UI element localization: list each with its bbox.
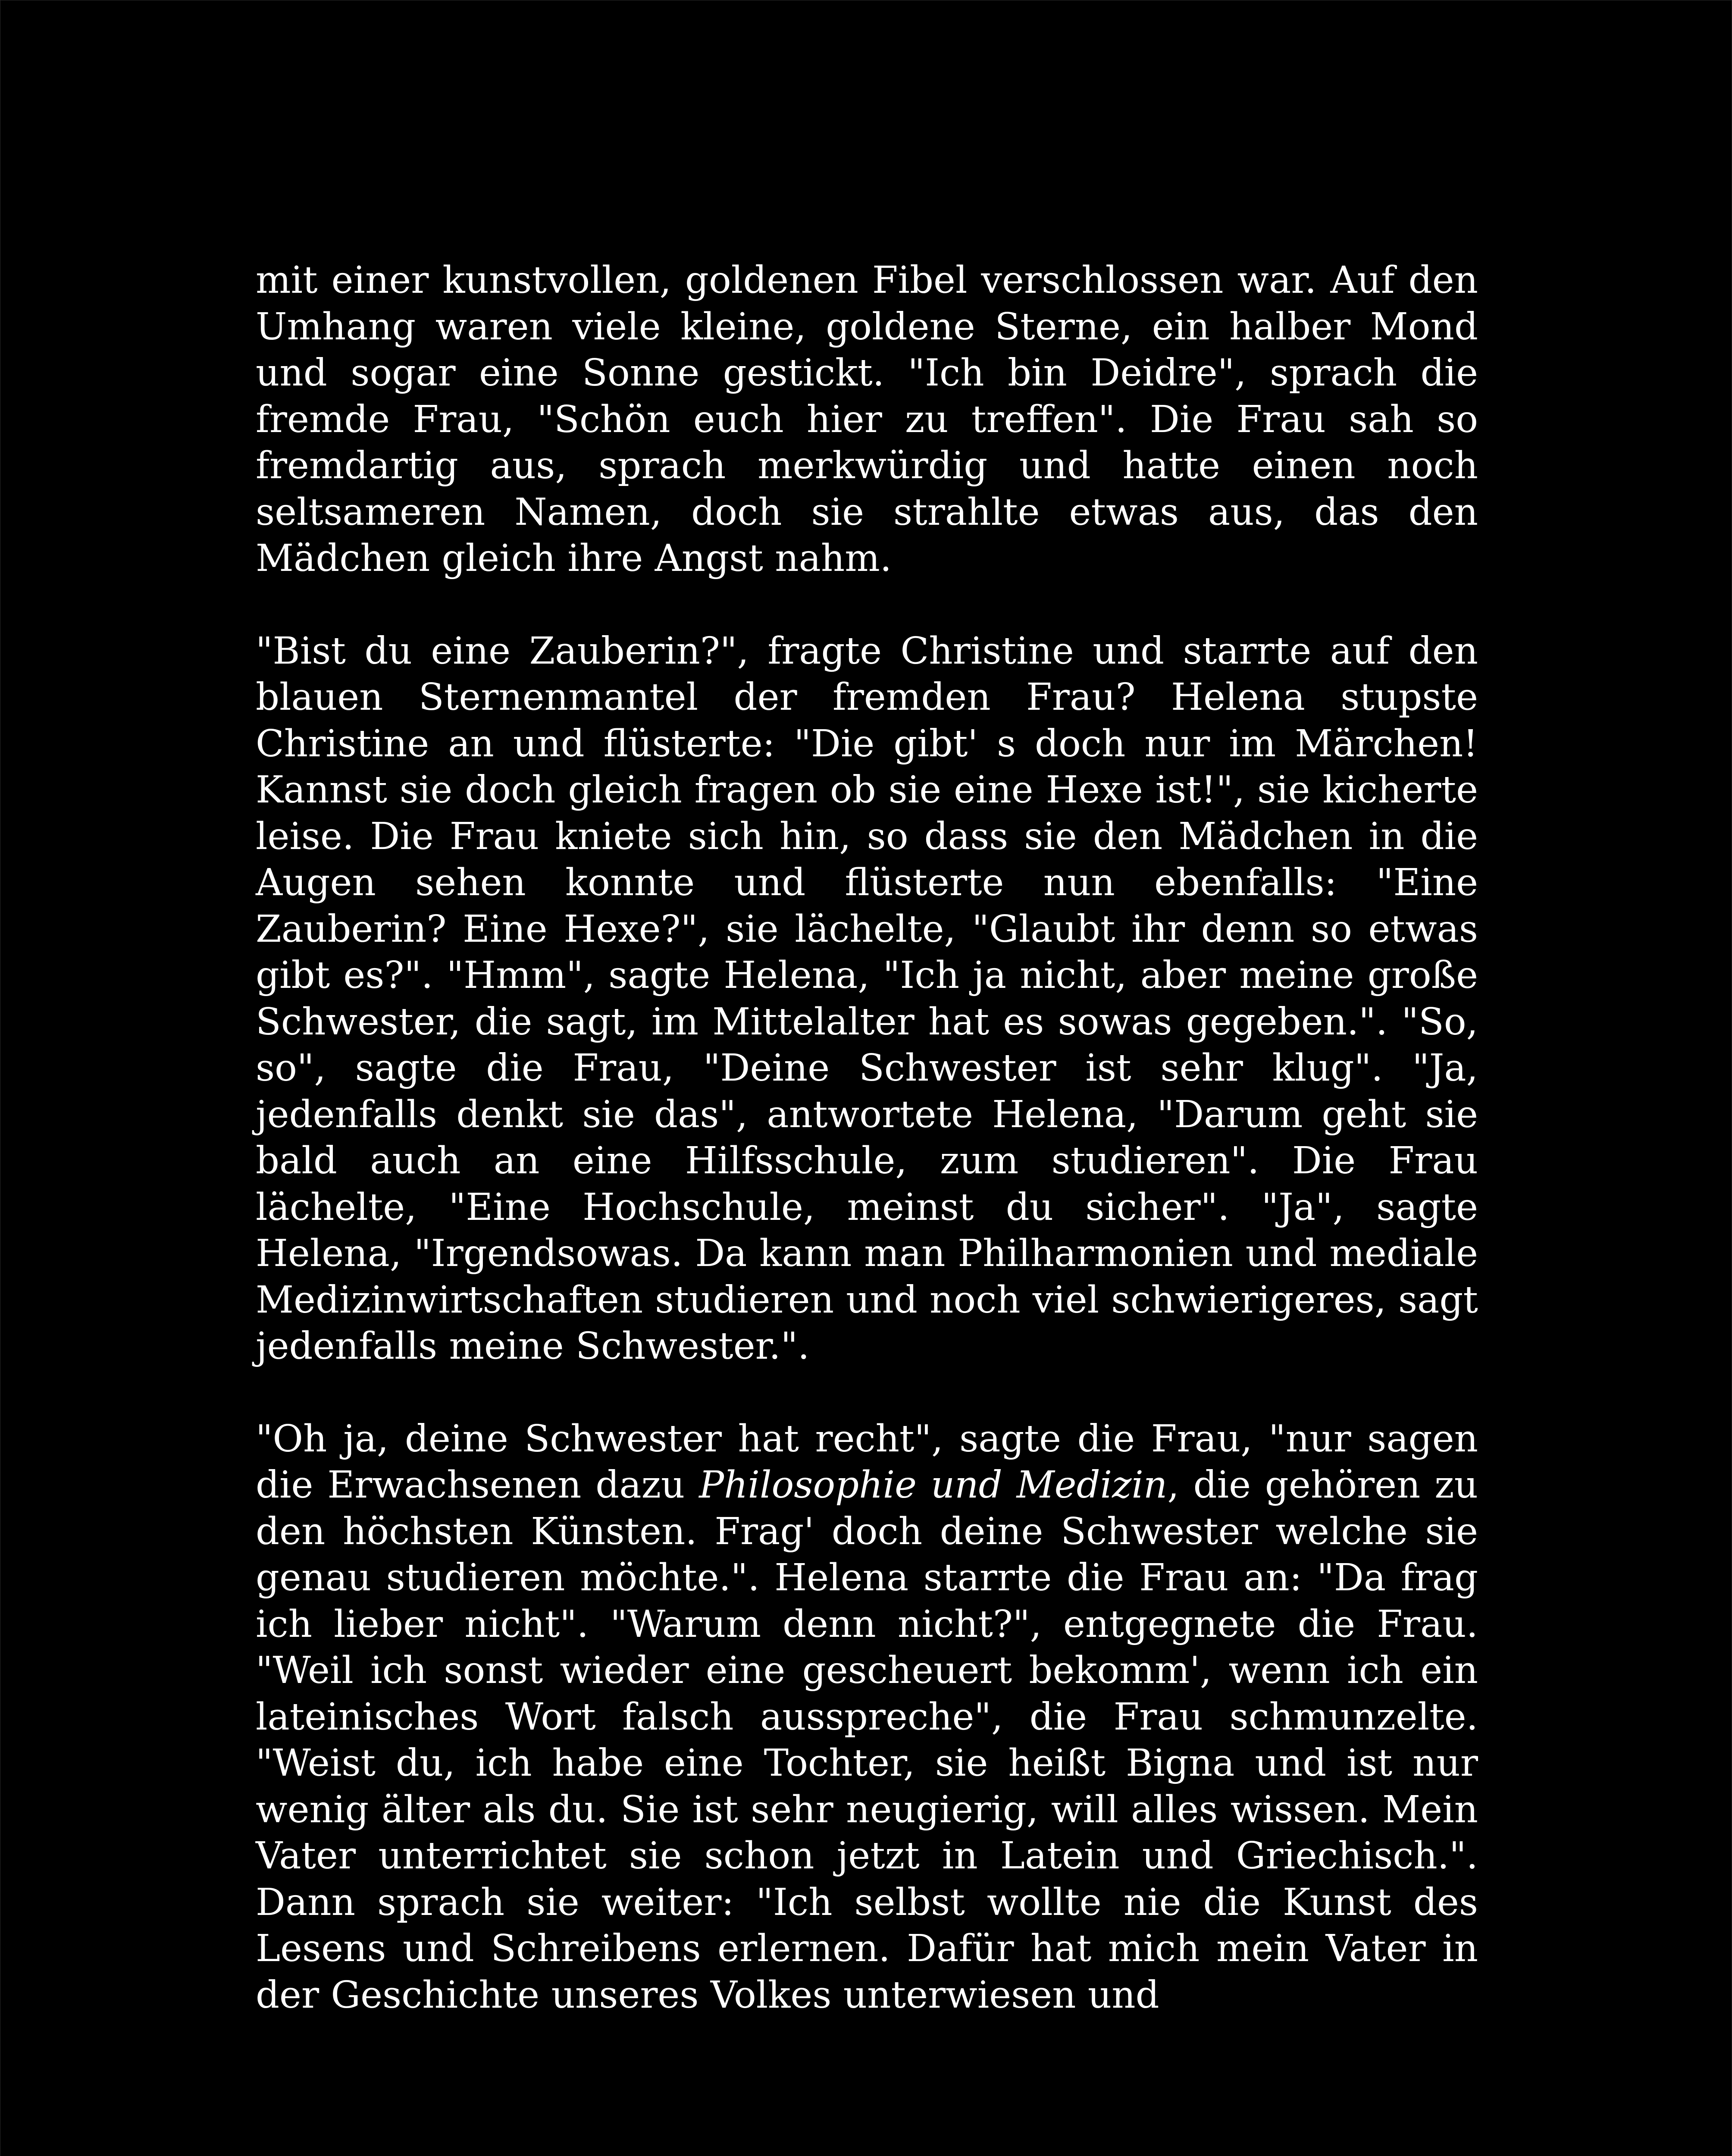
paragraph-3-end: , die gehören zu den höchsten Künsten. Frag' doch deine Schwester welche sie genau studieren möchte.". Helena starrte die Frau an: "Da frag ich lieber nicht". "Warum denn nicht?", entgegnete die Frau. "Weil ich sonst wieder eine gescheuert bekomm', wenn ich ein lateinisches Wort falsch ausspreche", die Frau schmunzelte. "Weist du, ich habe eine Tochter, sie heißt Bigna und ist nur wenig älter als du. Sie ist sehr neugierig, will alles wissen. Mein Vater unterrichtet sie schon jetzt in Latein und Griechisch.". Dann sprach sie weiter: "Ich selbst wollte nie die Kunst des Lesens und Schreibens erlernen. Dafür hat mich mein Vater in der Geschichte unseres Volkes unterwiesen und — [256, 1463, 1478, 2017]
paragraph-1: mit einer kunstvollen, goldenen Fibel verschlossen war. Auf den Umhang waren viele kleine, goldene Sterne, ein halber Mond und sogar eine Sonne gestickt. "Ich bin Deidre", sprach die fremde Frau, "Schön euch hier zu treffen". Die Frau sah so fremdartig aus, sprach merkwürdig und hatte einen noch seltsameren Namen, doch sie strahlte etwas aus, das den Mädchen gleich ihre Angst nahm. — [256, 259, 1478, 580]
paragraph-3-start: "Oh ja, deine Schwester hat recht", sagte die Frau, "nur sagen die Erwachsenen dazu — [256, 1417, 1478, 1507]
paragraph-3 — [256, 1416, 1478, 2019]
body-text — [256, 257, 1478, 2018]
paragraph-3-italic: Philosophie und Medizin — [699, 1463, 1168, 1507]
paragraph-2: "Bist du eine Zauberin?", fragte Christine und starrte auf den blauen Sternenmantel der fremden Frau? Helena stupste Christine an und flüsterte: "Die gibt' s doch nur im Märchen! Kannst sie doch gleich fragen ob sie eine Hexe ist!", sie kicherte leise. Die Frau kniete sich hin, so dass sie den Mädchen in die Augen sehen konnte und flüsterte nun ebenfalls: "Eine Zauberin? Eine Hexe?", sie lächelte, "Glaubt ihr denn so etwas gibt es?". "Hmm", sagte Helena, "Ich ja nicht, aber meine große Schwester, die sagt, im Mittelalter hat es sowas gegeben.". "So, so", sagte die Frau, "Deine Schwester ist sehr klug". "Ja, jedenfalls denkt sie das", antwortete Helena, "Darum geht sie bald auch an eine Hilfsschule, zum studieren". Die Frau lächelte, "Eine Hochschule, meinst du sicher". "Ja", sagte Helena, "Irgendsowas. Da kann man Philharmonien und mediale Medizinwirtschaften studieren und noch viel schwierigeres, sagt jedenfalls meine Schwester.". — [256, 629, 1478, 1368]
